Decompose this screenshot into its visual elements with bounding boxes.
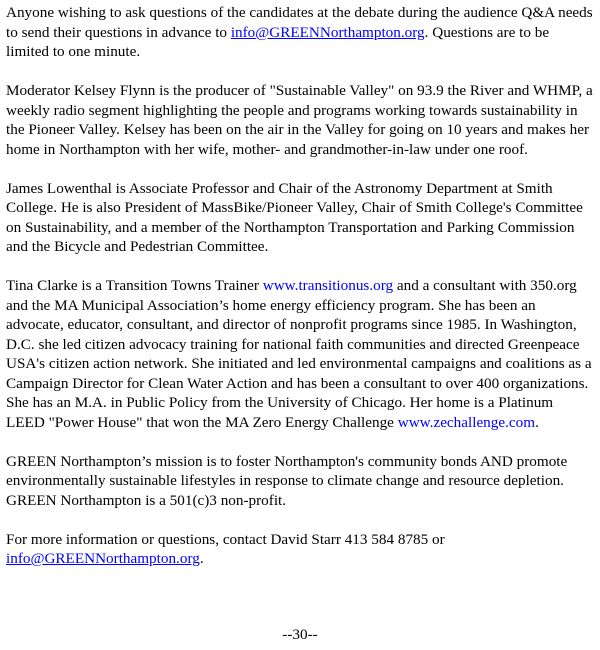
transitionus-link[interactable]: www.transitionus.org	[262, 277, 394, 294]
zechallenge-link[interactable]: www.zechallenge.com	[397, 413, 536, 431]
page-number: --30--	[282, 626, 318, 643]
moderator-paragraph: Moderator Kelsey Flynn is the producer of "Sustainable Valley" on 93.9 the River and WHMP, a weekly radio segment highlighting the people and programs working towards sustainability in the Pioneer Valley. Kelsey has been on the air in the Valley for going on 10 years and makes her home in Northampton with her wife, mother- and grandmother-in-law under one roof.	[6, 82, 593, 158]
mission-paragraph: GREEN Northampton’s mission is to foster Northampton's community bonds AND promote environmentally sustainable lifestyles in response to climate change and resource depletion. GREEN Northampton is a 501(c)3 non-profit.	[6, 452, 568, 509]
clarke-text-middle: and a consultant with 350.org and the MA Municipal Association’s home energy efficiency program. She has been an advocate, educator, consultant, and director of nonprofit programs since 1985. In Washington, D.C. she led citizen advocacy training for national faith communities and directed Greenpeace USA's citizen action network. She initiated and led environmental campaigns and coalitions as a Campaign Director for Clean Water Action and has been a consultant to over 400 organizations. She has an M.A. in Public Policy from the University of Chicago. Her home is a Platinum LEED "Power House" that won the MA Zero Energy Challenge	[6, 277, 592, 431]
questions-email-link[interactable]: info@GREENNorthampton.org	[230, 23, 425, 41]
contact-paragraph	[6, 530, 594, 569]
questions-text: Anyone wishing to ask questions of the candidates at the debate during the audience Q&A needs to send their questions in advance to	[6, 4, 593, 41]
contact-text-end: .	[199, 550, 204, 567]
clarke-paragraph	[6, 276, 594, 432]
contact-email-link[interactable]: info@GREENNorthampton.org	[6, 550, 200, 567]
contact-text: For more information or questions, contact David Starr 413 584 8785 or	[6, 530, 445, 548]
clarke-text-end: .	[535, 413, 539, 431]
clarke-text: Tina Clarke is a Transition Towns Trainer	[6, 277, 263, 294]
lowenthal-paragraph: James Lowenthal is Associate Professor and Chair of the Astronomy Department at Smith College. He is also President of MassBike/Pioneer Valley, Chair of Smith College's Committee on Sustainability, and a member of the Northampton Transportation and Parking Commission and the Bicycle and Pedestrian Committee.	[6, 179, 583, 255]
questions-text-end: . Questions are to be limited to one minute.	[6, 23, 550, 60]
questions-paragraph	[6, 3, 594, 62]
